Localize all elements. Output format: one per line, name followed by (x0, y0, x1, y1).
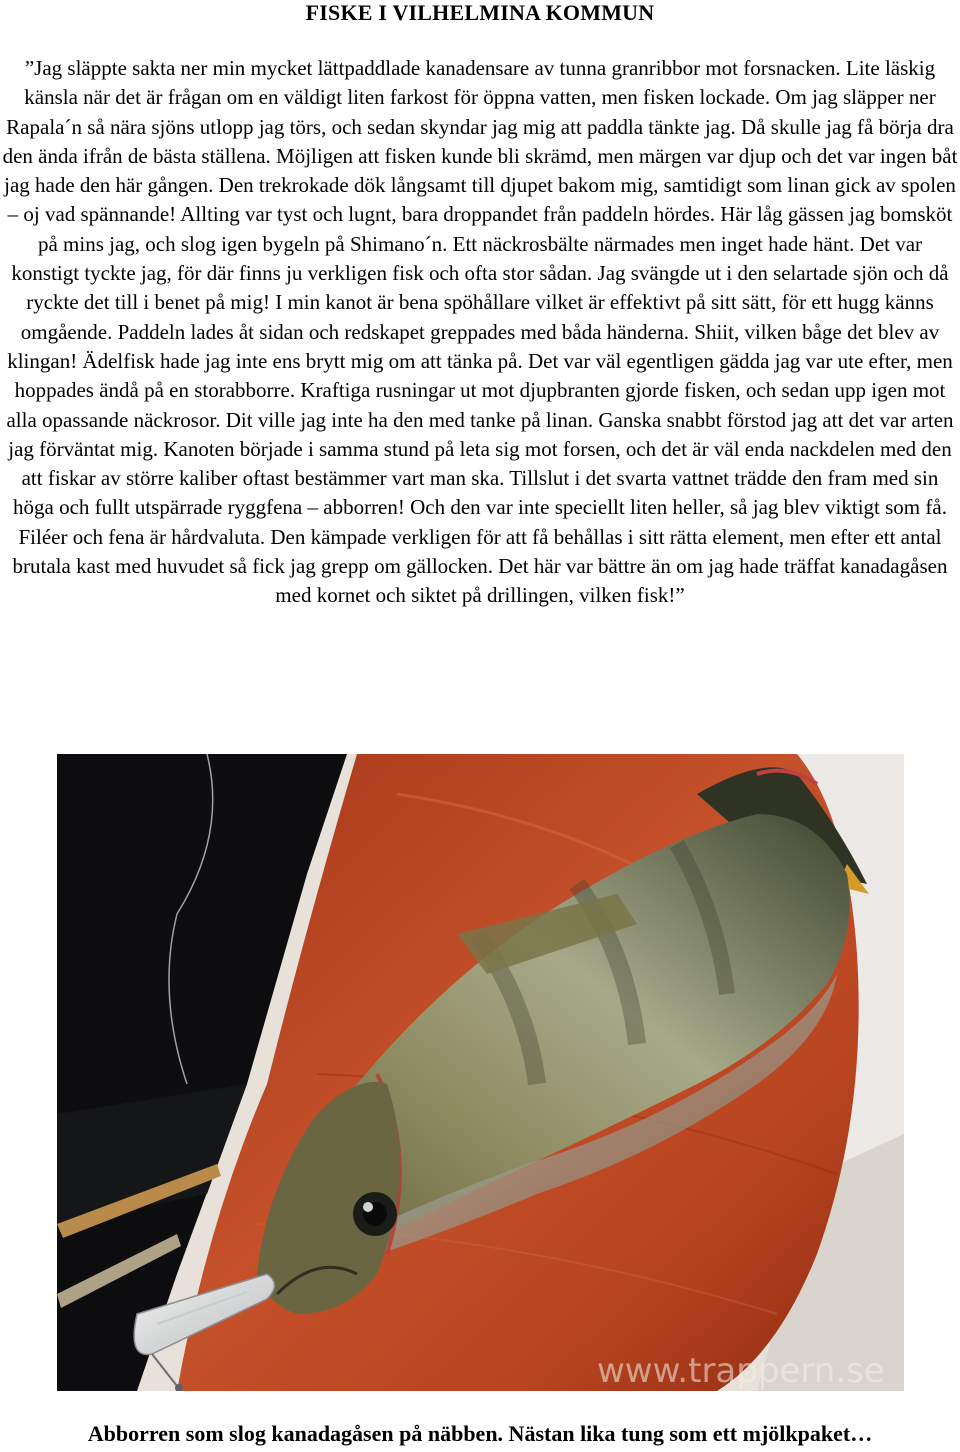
story-paragraph: ”Jag släppte sakta ner min mycket lättpaddlade kanadensare av tunna granribbor mot forsnacken. Lite läskig känsla när det är frågan om en väldigt liten farkost för öppna vatten, men fisken lockade. Om jag släpper ner Rapala´n så nära sjöns utlopp jag törs, och sedan skyndar jag mig att paddla tänkte jag. Då skulle jag få börja dra den ända ifrån de bästa ställena. Möjligen att fisken kunde bli skrämd, men märgen var djup och det var ingen båt jag hade den här gången. Den trekrokade dök långsamt till djupet bakom mig, samtidigt som linan gick av spolen – oj vad spännande! Allting var tyst och lugnt, bara droppandet från paddeln hördes. Här låg gässen jag bomsköt på mins jag, och slog igen bygeln på Shimano´n. Ett näckrosbälte närmades men inget hade hänt. Det var konstigt tyckte jag, för där finns ju verkligen fisk och ofta stor sådan. Jag svängde ut i den selartade sjön och då ryckte det till i benet på mig! I min kanot är bena spöhållare vilket är effektivt på sitt sätt, för ett hugg känns omgående. Paddeln lades åt sidan och redskapet greppades med båda händerna. Shiit, vilken båge det blev av klingan! Ädelfisk hade jag inte ens brytt mig om att tänka på. Det var väl egentligen gädda jag var ute efter, men hoppades ändå på en storabborre. Kraftiga rusningar ut mot djupbranten gjorde fisken, och sedan upp igen mot alla opassande näckrosor. Dit ville jag inte ha den med tanke på linan. Ganska snabbt förstod jag att det var arten jag förväntat mig. Kanoten började i samma stund på leta sig mot forsen, och det är väl enda nackdelen med den att fiskar av större kaliber oftast bestämmer vart man ska. Tillslut i det svarta vattnet trädde den fram med sin höga och fullt utspärrade ryggfena – abborren! Och den var inte speciellt liten heller, så jag blev viktigt som få. Filéer och fena är hårdvaluta. Den kämpade verkligen för att få behållas i sitt rätta element, men efter ett antal brutala kast med huvudet så fick jag grepp om gällocken. Det här var bättre än om jag hade träffat kanadagåsen med kornet och siktet på drillingen, vilken fisk!” (2, 56, 958, 608)
document-title: FISKE I VILHELMINA KOMMUN (305, 0, 655, 25)
watermark: www.trappern.se (597, 1351, 885, 1391)
perch-photo (57, 754, 904, 1391)
photo-caption: Abborren som slog kanadagåsen på näbben. Nästan lika tung som ett mjölkpaket… (87, 1421, 873, 1446)
